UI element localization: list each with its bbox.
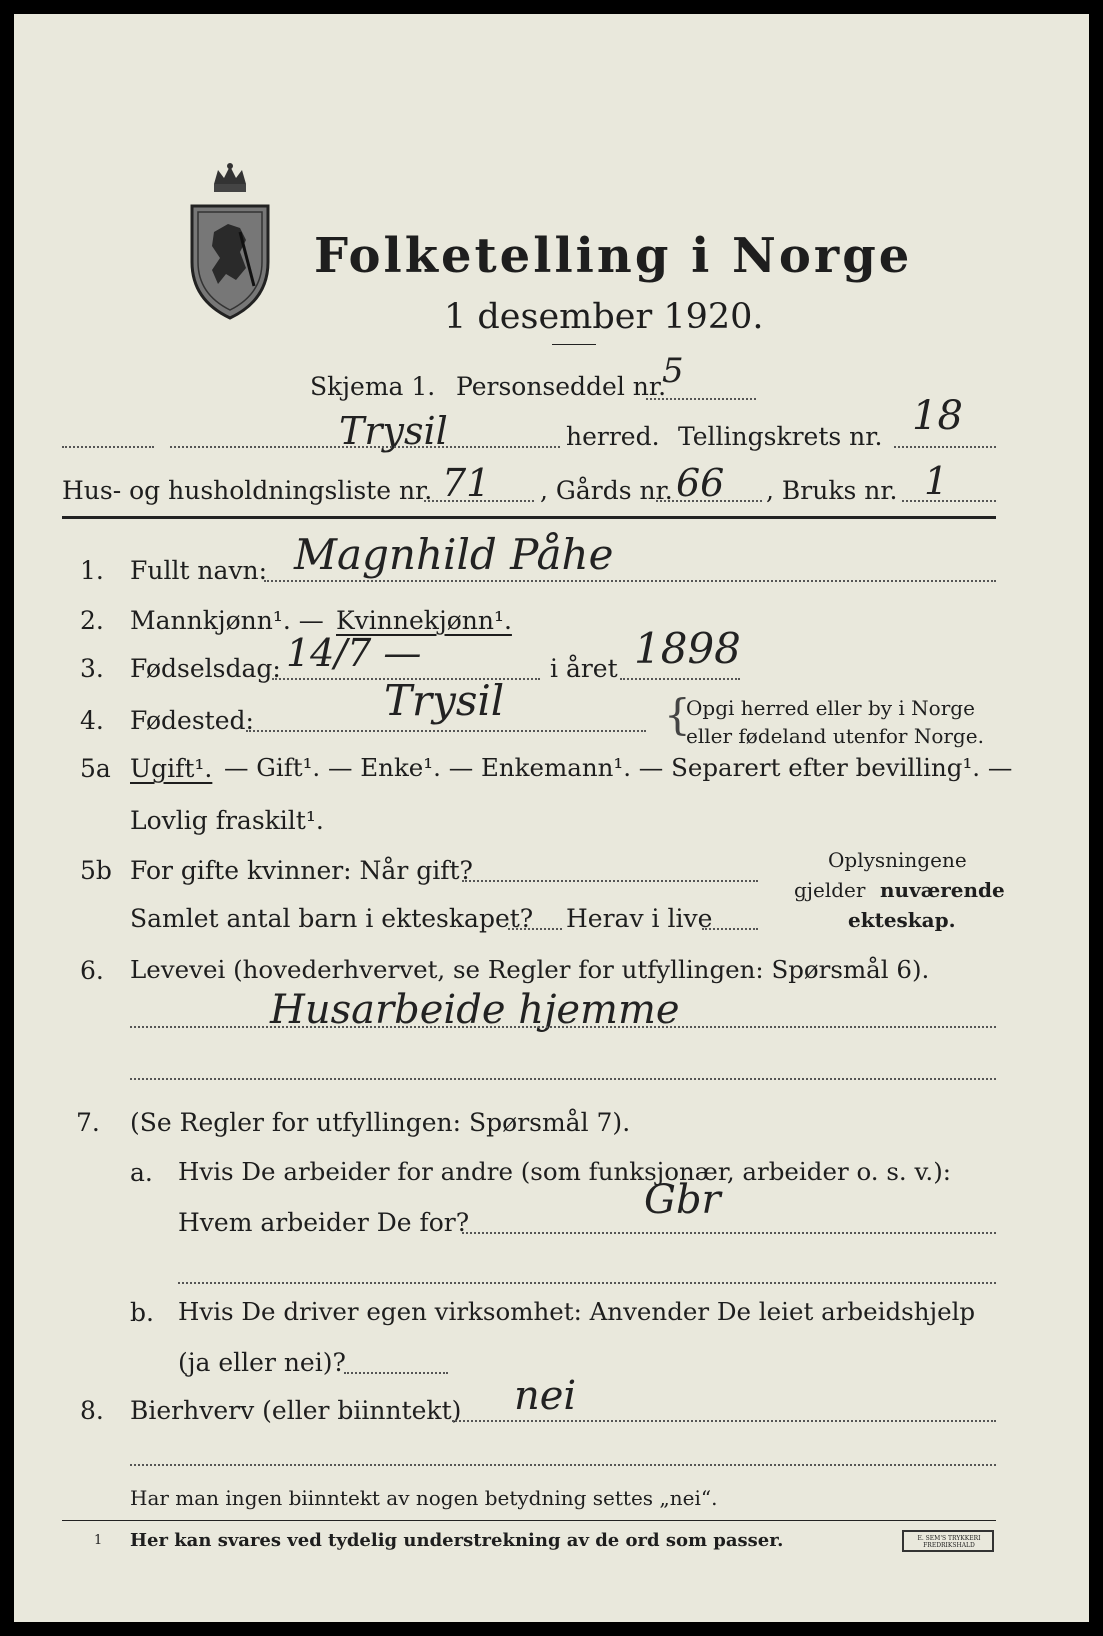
q6-value: Husarbeide hjemme bbox=[270, 987, 680, 1033]
q5a-number: 5a bbox=[80, 754, 111, 783]
form-title: Folketelling i Norge bbox=[314, 228, 913, 284]
q7a-letter: a. bbox=[130, 1158, 153, 1187]
tellingskrets-label: Tellingskrets nr. bbox=[678, 422, 883, 451]
personseddel-line bbox=[646, 398, 756, 400]
bruks-label: , Bruks nr. bbox=[766, 476, 898, 505]
q2-kvinne-underlined: Kvinnekjønn¹. bbox=[336, 606, 512, 635]
q7-label: (Se Regler for utfyllingen: Spørsmål 7). bbox=[130, 1108, 631, 1137]
footer-rule bbox=[62, 1520, 996, 1521]
q7b-line bbox=[344, 1372, 448, 1374]
q1-line bbox=[264, 580, 996, 582]
q4-label: Fødested: bbox=[130, 706, 254, 735]
q3-label: Fødselsdag: bbox=[130, 654, 281, 683]
hus-line bbox=[424, 500, 534, 502]
q7-number: 7. bbox=[76, 1108, 100, 1137]
q5b-note2: gjelder bbox=[794, 878, 866, 902]
section-rule bbox=[62, 516, 996, 519]
hus-label: Hus- og husholdningsliste nr. bbox=[62, 476, 433, 505]
footnote-text: Her kan svares ved tydelig understrekning av de ord som passer. bbox=[130, 1530, 784, 1551]
tellingskrets-value: 18 bbox=[912, 393, 963, 439]
q7b-line1: Hvis De driver egen virksomhet: Anvender De leiet arbeidshjelp bbox=[178, 1297, 976, 1326]
q2-mann: Mannkjønn¹. — bbox=[130, 606, 324, 635]
q4-number: 4. bbox=[80, 706, 104, 735]
bruks-line bbox=[902, 500, 996, 502]
q1-value: Magnhild Påhe bbox=[294, 530, 614, 579]
q3-value: 14/7 — bbox=[286, 631, 422, 675]
q3-aret-label: i året bbox=[550, 654, 618, 683]
q5b-note2b: nuværende bbox=[880, 878, 1005, 902]
q5b-barn-line bbox=[508, 928, 562, 930]
q6-line2 bbox=[130, 1078, 996, 1080]
q6-label: Levevei (hovederhvervet, se Regler for utfyllingen: Spørsmål 6). bbox=[130, 955, 930, 984]
q4-note-line2: eller fødeland utenfor Norge. bbox=[686, 724, 984, 748]
q7a-line1: Hvis De arbeider for andre (som funksjonær, arbeider o. s. v.): bbox=[178, 1157, 952, 1186]
footnote-mark: 1 bbox=[94, 1533, 103, 1548]
q7a-line2: Hvem arbeider De for? bbox=[178, 1208, 470, 1237]
q5a-ugift-underlined: Ugift¹. bbox=[130, 754, 213, 783]
herred-leader bbox=[62, 446, 154, 448]
q3-number: 3. bbox=[80, 654, 104, 683]
gards-value: 66 bbox=[676, 461, 725, 505]
q6-line1 bbox=[130, 1026, 996, 1028]
q5b-line2: Samlet antal barn i ekteskapet? bbox=[130, 904, 534, 933]
q3-aret-line bbox=[620, 678, 740, 680]
q5a-options: — Gift¹. — Enke¹. — Enkemann¹. — Separert efter bevilling¹. — bbox=[224, 753, 1013, 782]
q5b-note1: Oplysningene bbox=[828, 848, 967, 872]
census-date: 1 desember 1920. bbox=[444, 297, 764, 337]
q8-line1 bbox=[452, 1420, 996, 1422]
q8-number: 8. bbox=[80, 1396, 104, 1425]
q7b-letter: b. bbox=[130, 1298, 154, 1327]
bruks-value: 1 bbox=[924, 459, 949, 503]
gards-line bbox=[656, 500, 762, 502]
coat-of-arms-icon bbox=[184, 162, 276, 322]
printer-stamp: E. SEM'S TRYKKERI FREDRIKSHALD bbox=[902, 1530, 994, 1552]
hus-value: 71 bbox=[442, 461, 491, 505]
q5b-herav: Herav i live bbox=[566, 904, 713, 933]
personseddel-label: Personseddel nr. bbox=[456, 372, 667, 401]
gards-label: , Gårds nr. bbox=[540, 476, 673, 505]
q7b-line2: (ja eller nei)? bbox=[178, 1348, 346, 1377]
q6-number: 6. bbox=[80, 956, 104, 985]
herred-value: Trysil bbox=[339, 409, 448, 453]
q4-brace: { bbox=[664, 690, 691, 739]
q5b-nar-gift-line bbox=[462, 880, 758, 882]
q1-label: Fullt navn: bbox=[130, 556, 268, 585]
skjema-label: Skjema 1. bbox=[310, 372, 436, 401]
q3-aret-value: 1898 bbox=[634, 624, 741, 673]
herred-line bbox=[170, 446, 560, 448]
q7a-line-extra bbox=[178, 1282, 996, 1284]
q7a-line bbox=[462, 1232, 996, 1234]
q8-value: nei bbox=[514, 1373, 577, 1419]
q5a-line2: Lovlig fraskilt¹. bbox=[130, 806, 324, 835]
q5b-line1: For gifte kvinner: Når gift? bbox=[130, 856, 473, 885]
q4-value: Trysil bbox=[384, 676, 505, 725]
q2-number: 2. bbox=[80, 606, 104, 635]
herred-label: herred. bbox=[566, 422, 660, 451]
title-divider bbox=[552, 344, 596, 345]
census-form bbox=[14, 14, 1089, 1622]
q5b-number: 5b bbox=[80, 856, 112, 885]
q5b-herav-line bbox=[702, 928, 758, 930]
q1-number: 1. bbox=[80, 556, 104, 585]
q8-line2 bbox=[130, 1464, 996, 1466]
footer-note: Har man ingen biinntekt av nogen betydning settes „nei“. bbox=[130, 1486, 718, 1510]
q5b-note3: ekteskap. bbox=[848, 908, 956, 932]
tellingskrets-line bbox=[894, 446, 996, 448]
q4-line bbox=[246, 730, 646, 732]
q7a-value: Gbr bbox=[644, 1177, 721, 1223]
personseddel-value: 5 bbox=[662, 351, 684, 391]
q8-label: Bierhverv (eller biinntekt) bbox=[130, 1396, 462, 1425]
q4-note-line1: Opgi herred eller by i Norge bbox=[686, 696, 975, 720]
